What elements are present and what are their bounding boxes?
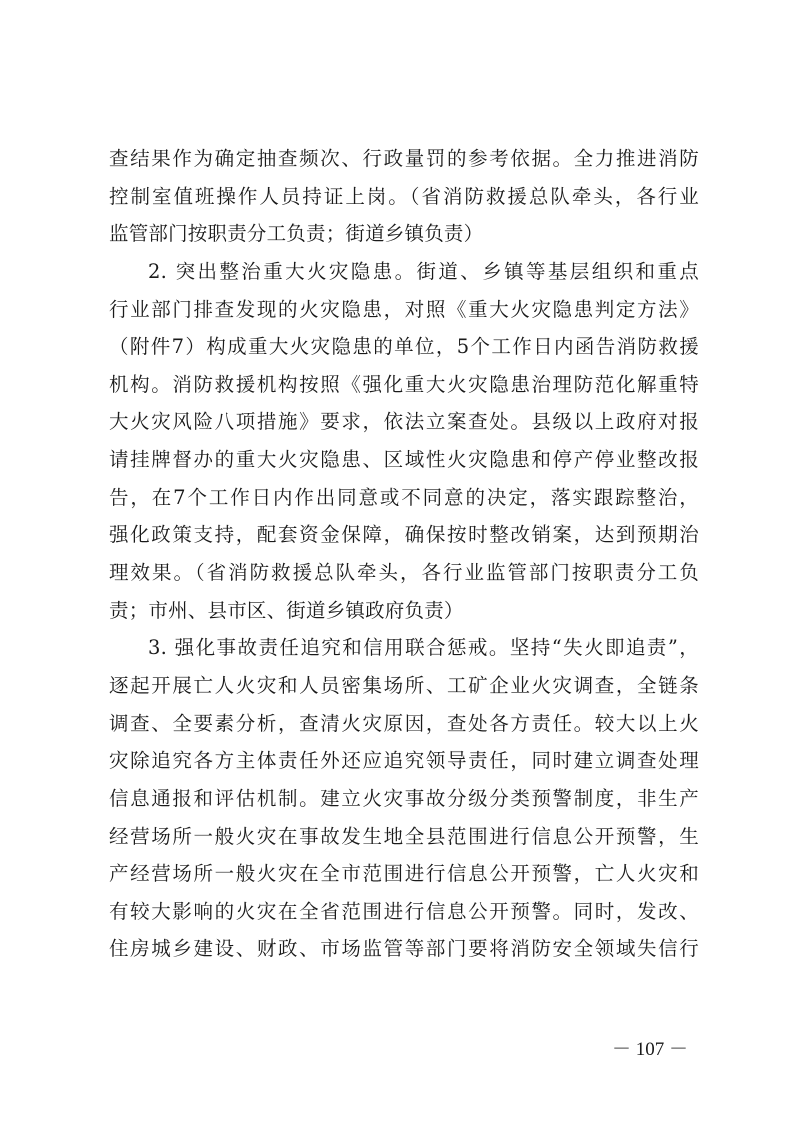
text-line: 产经营场所一般火灾在全市范围进行信息公开预警，亡人火灾和	[109, 862, 699, 886]
text-line: 调查、全要素分析，查清火灾原因，查处各方责任。较大以上火	[109, 711, 699, 735]
text-line: 机构。消防救援机构按照《强化重大火灾隐患治理防范化解重特	[109, 372, 699, 396]
text-line: 控制室值班操作人员持证上岗。（省消防救援总队牵头，各行业	[109, 184, 699, 208]
text-line: 查结果作为确定抽查频次、行政量罚的参考依据。全力推进消防	[109, 147, 699, 170]
text-line: 灾除追究各方主体责任外还应追究领导责任，同时建立调查处理	[109, 749, 699, 773]
text-line: 信息通报和评估机制。建立火灾事故分级分类预警制度，非生产	[109, 786, 699, 810]
paragraph-heading-line: 3. 强化事故责任追究和信用联合惩戒。坚持“失火即追责”，	[148, 636, 699, 660]
text-line: 监管部门按职责分工负责；街道乡镇负责）	[109, 222, 484, 246]
page-number: － 107 －	[612, 1039, 689, 1060]
paragraph-heading-line: 2. 突出整治重大火灾隐患。街道、乡镇等基层组织和重点	[148, 259, 699, 283]
text-line: 行业部门排查发现的火灾隐患，对照《重大火灾隐患判定方法》	[109, 297, 699, 321]
text-line: 住房城乡建设、财政、市场监管等部门要将消防安全领域失信行	[109, 937, 699, 961]
text-line: 强化政策支持，配套资金保障，确保按时整改销案，达到预期治	[109, 523, 699, 547]
text-line: 大火灾风险八项措施》要求，依法立案查处。县级以上政府对报	[109, 410, 699, 434]
text-line: 理效果。（省消防救援总队牵头，各行业监管部门按职责分工负	[109, 561, 699, 585]
text-line: （附件7）构成重大火灾隐患的单位，5个工作日内函告消防救援	[109, 335, 699, 359]
text-line: 请挂牌督办的重大火灾隐患、区域性火灾隐患和停产停业整改报	[109, 448, 699, 472]
text-line: 逐起开展亡人火灾和人员密集场所、工矿企业火灾调查，全链条	[109, 673, 699, 697]
text-line: 告，在7个工作日内作出同意或不同意的决定，落实跟踪整治，	[109, 485, 699, 509]
text-line: 有较大影响的火灾在全省范围进行信息公开预警。同时，发改、	[109, 899, 699, 923]
text-line: 经营场所一般火灾在事故发生地全县范围进行信息公开预警，生	[109, 824, 699, 848]
text-line: 责；市州、县市区、街道乡镇政府负责）	[109, 598, 464, 622]
body-text	[109, 140, 699, 968]
